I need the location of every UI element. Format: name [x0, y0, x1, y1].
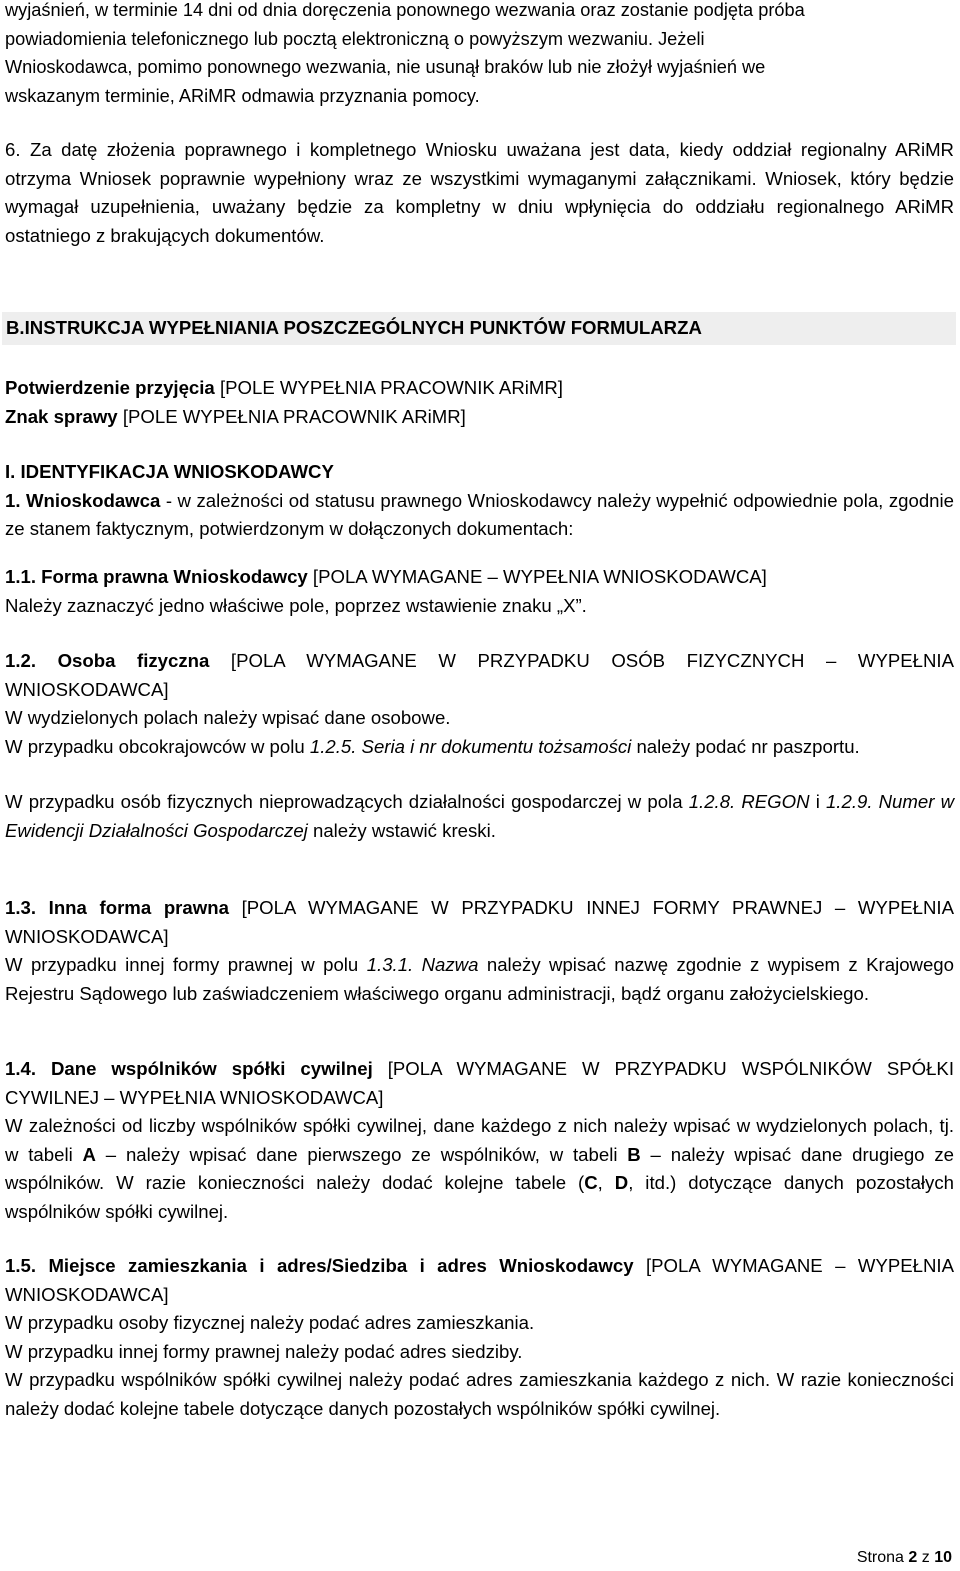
field-reference: 1.2.8. REGON [688, 791, 810, 813]
section-1-4-text: , [597, 1172, 615, 1194]
field-reference: 1.3.1. Nazwa [366, 954, 479, 976]
section-i-title: I. IDENTYFIKACJA WNIOSKODAWCY [5, 461, 334, 482]
footer-middle: z [917, 1549, 935, 1566]
section-1-2-text3-end: należy wstawić kreski. [307, 819, 496, 841]
case-number-value: [POLE WYPEŁNIA PRACOWNIK ARiMR] [117, 405, 466, 427]
confirmation-block [5, 374, 954, 431]
section-1-3-text: W przypadku innej formy prawnej w polu [5, 954, 367, 976]
item-6-paragraph: 6. Za datę złożenia poprawnego i kompletnego Wniosku uważana jest data, kiedy oddział regionalny ARiMR otrzyma Wniosek poprawnie wypełniony wraz ze wszystkimi wymaganymi załącznikami. Wniosek, który będzie wymagał uzupełnienia, uważany będzie za kompletny w dniu wpłynięcia do oddziału regionalnego ARiMR ostatniego z brakujących dokumentów. [5, 139, 954, 246]
section-1-5-text2: W przypadku innej formy prawnej należy podać adres siedziby. [5, 1340, 523, 1362]
field-reference: 1.2.5. Seria i nr dokumentu tożsamości [309, 735, 632, 757]
field-reference: 1.2.9. Numer w Ewidencji Działalności Gospodarczej [5, 791, 954, 841]
section-1-2-text1: W wydzielonych polach należy wpisać dane osobowe. [5, 707, 451, 729]
section-1-5-tag: [POLA WYMAGANE – WYPEŁNIA WNIOSKODAWCA] [5, 1255, 954, 1305]
section-b-title: B.INSTRUKCJA WYPEŁNIANIA POSZCZEGÓLNYCH PUNKTÓW FORMULARZA [6, 317, 702, 338]
section-b-header [2, 312, 956, 345]
section-1-4-tag: [POLA WYMAGANE W PRZYPADKU WSPÓLNIKÓW SPÓŁKI CYWILNEJ – WYPEŁNIA WNIOSKODAWCA] [5, 1058, 954, 1108]
page-footer [857, 1547, 952, 1569]
section-1-2-label: 1.2. Osoba fizyczna [5, 650, 210, 671]
section-1-5-text1: W przypadku osoby fizycznej należy podać adres zamieszkania. [5, 1312, 535, 1334]
page-total: 10 [934, 1549, 952, 1566]
table-letter: C [584, 1172, 598, 1194]
section-1-1-tag: [POLA WYMAGANE – WYPEŁNIA WNIOSKODAWCA] [307, 566, 767, 587]
section-1-4-text: – należy wpisać dane pierwszego ze wspólników, w tabeli [95, 1143, 628, 1165]
confirmation-label: Potwierdzenie przyjęcia [5, 377, 215, 398]
table-letter: B [627, 1143, 641, 1165]
section-1-3 [5, 894, 954, 1008]
footer-prefix: Strona [856, 1549, 909, 1566]
case-number-label: Znak sprawy [5, 405, 118, 427]
intro-line: wskazanym terminie, ARiMR odmawia przyznania pomocy. [5, 85, 480, 106]
applicant-text: - w zależności od statusu prawnego Wnioskodawcy należy wypełnić odpowiednie pola, zgodnie ze stanem faktycznym, potwierdzonym w dołączonych dokumentach: [5, 489, 954, 540]
section-1-2 [5, 647, 954, 846]
section-1-4 [5, 1055, 954, 1227]
table-letter: A [82, 1143, 96, 1165]
page-number: 2 [908, 1549, 918, 1566]
section-1-5-text3: W przypadku wspólników spółki cywilnej należy podać adres zamieszkania każdego z nich. W razie konieczności należy dodać kolejne tabele dotyczące danych pozostałych wspólników spółki cywilnej. [5, 1369, 954, 1419]
section-1-4-label: 1.4. Dane wspólników spółki cywilnej [5, 1058, 373, 1079]
intro-line: Wnioskodawca, pomimo ponownego wezwania, nie usunął braków lub nie złożył wyjaśnień we [5, 57, 766, 78]
section-1-1-label: 1.1. Forma prawna Wnioskodawcy [5, 566, 308, 587]
section-i [5, 458, 954, 544]
section-1-5-label: 1.5. Miejsce zamieszkania i adres/Siedziba i adres Wnioskodawcy [5, 1255, 634, 1276]
section-1-1-text: Należy zaznaczyć jedno właściwe pole, poprzez wstawienie znaku „X”. [5, 594, 587, 616]
section-1-2-tag: [POLA WYMAGANE W PRZYPADKU OSÓB FIZYCZNYCH – WYPEŁNIA WNIOSKODAWCA] [5, 650, 954, 700]
intro-paragraph [5, 0, 954, 110]
section-1-4-text: W zależności od liczby wspólników spółki cywilnej, dane każdego z nich należy wpisać w wydzielonych polach, tj. w tabeli [5, 1115, 954, 1165]
section-1-5 [5, 1252, 954, 1424]
section-1-3-text-end: należy wpisać nazwę zgodnie z wypisem z Krajowego Rejestru Sądowego lub zaświadczeniem właściwego organu administracji, bądź organu założycielskiego. [5, 954, 954, 1004]
section-1-4-text: – należy wpisać dane drugiego ze wspólników. W razie konieczności należy dodać kolejne tabele ( [5, 1143, 954, 1194]
table-letter: D [614, 1172, 629, 1194]
intro-line: powiadomienia telefonicznego lub pocztą elektroniczną o powyższym wezwaniu. Jeżeli [5, 28, 705, 49]
applicant-label: 1. Wnioskodawca [5, 489, 161, 511]
confirmation-value: [POLE WYPEŁNIA PRACOWNIK ARiMR] [214, 377, 563, 398]
section-1-2-text2: W przypadku obcokrajowców w polu [5, 735, 310, 757]
intro-line: wyjaśnień, w terminie 14 dni od dnia doręczenia ponownego wezwania oraz zostanie podjęta próba [5, 0, 805, 20]
section-1-2-text3-and: i [809, 791, 826, 813]
section-1-3-label: 1.3. Inna forma prawna [5, 897, 229, 918]
section-1-1 [5, 563, 954, 620]
section-1-4-text: , itd.) dotyczące danych pozostałych wspólników spółki cywilnej. [5, 1172, 954, 1222]
section-1-2-text2-end: należy podać nr paszportu. [631, 735, 860, 757]
section-1-2-text3: W przypadku osób fizycznych nieprowadzących działalności gospodarczej w pola [5, 791, 689, 813]
section-1-3-tag: [POLA WYMAGANE W PRZYPADKU INNEJ FORMY PRAWNEJ – WYPEŁNIA WNIOSKODAWCA] [5, 897, 954, 947]
